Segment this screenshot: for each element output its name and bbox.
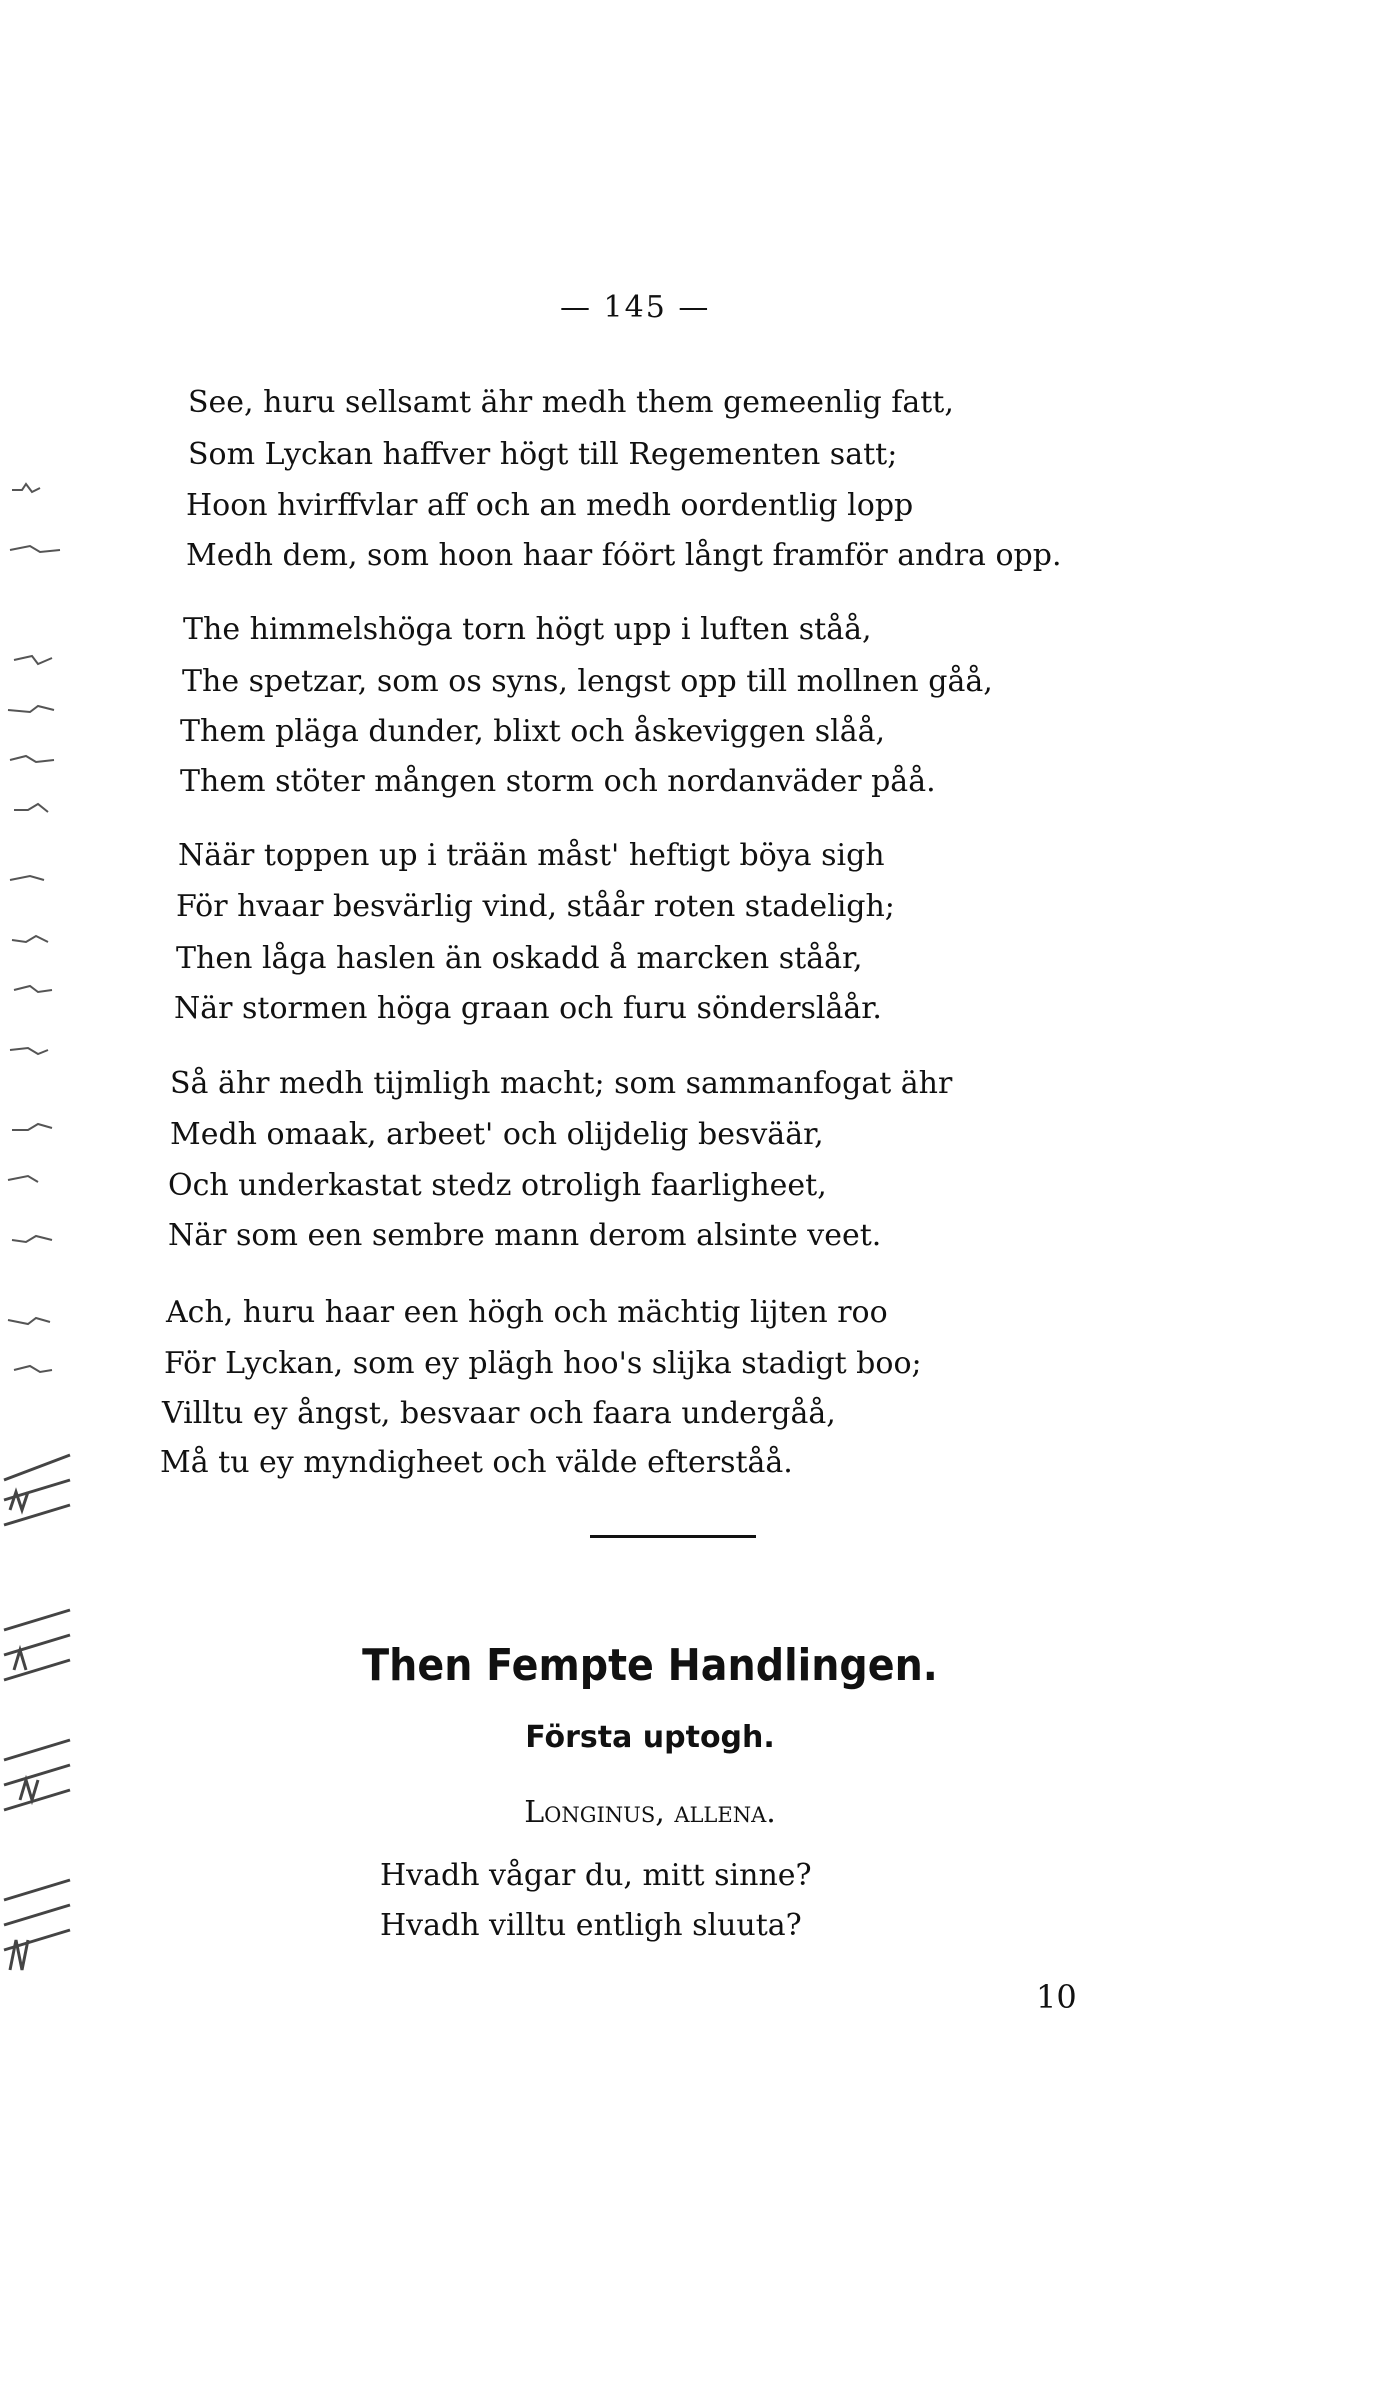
section-divider <box>590 1535 756 1538</box>
verse-line: Ach, huru haar een högh och mächtig lijten roo <box>166 1295 888 1330</box>
scene-title: Första uptogh. <box>525 1720 775 1755</box>
verse-line: Så ähr medh tijmligh macht; som sammanfogat ähr <box>170 1066 953 1101</box>
verse-line: Hvadh villtu entligh sluuta? <box>380 1908 802 1943</box>
verse-line: Näär toppen up i trään måst' heftigt böya sigh <box>178 838 885 873</box>
act-title: Then Fempte Handlingen. <box>362 1640 938 1691</box>
verse-line: Må tu ey myndigheet och välde efterståå. <box>160 1445 793 1480</box>
verse-line: See, huru sellsamt ähr medh them gemeenlig fatt, <box>188 385 954 420</box>
margin-bleedthrough <box>0 470 100 2030</box>
verse-line: När som een sembre mann derom alsinte veet. <box>168 1218 882 1253</box>
verse-line: Hoon hvirffvlar aff och an medh oordentlig lopp <box>186 488 914 523</box>
page-signature: 10 <box>1036 1978 1077 2016</box>
verse-line: Hvadh vågar du, mitt sinne? <box>380 1858 812 1893</box>
verse-line: The himmelshöga torn högt upp i luften ståå, <box>183 612 872 647</box>
speaker-name: Longinus, allena. <box>524 1795 776 1830</box>
verse-line: Them pläga dunder, blixt och åskeviggen slåå, <box>180 714 885 749</box>
verse-line: Medh omaak, arbeet' och olijdelig besväär, <box>170 1117 824 1152</box>
verse-line: För Lyckan, som ey plägh hoo's slijka stadigt boo; <box>164 1346 922 1381</box>
margin-marks-drawing <box>0 470 100 2030</box>
verse-line: The spetzar, som os syns, lengst opp till mollnen gåå, <box>182 664 993 699</box>
verse-line: Them stöter mången storm och nordanväder påå. <box>180 764 936 799</box>
verse-line: Medh dem, som hoon haar fóört långt framför andra opp. <box>186 538 1062 573</box>
verse-line: Villtu ey ångst, besvaar och faara undergåå, <box>162 1396 836 1431</box>
page-number: — 145 — <box>560 290 711 325</box>
verse-line: Och underkastat stedz otroligh faarligheet, <box>168 1168 827 1203</box>
verse-line: Then låga haslen än oskadd å marcken ståår, <box>176 941 863 976</box>
verse-line: För hvaar besvärlig vind, ståår roten stadeligh; <box>176 889 895 924</box>
verse-line: När stormen höga graan och furu sönderslåår. <box>174 991 882 1026</box>
verse-line: Som Lyckan haffver högt till Regementen satt; <box>188 437 898 472</box>
